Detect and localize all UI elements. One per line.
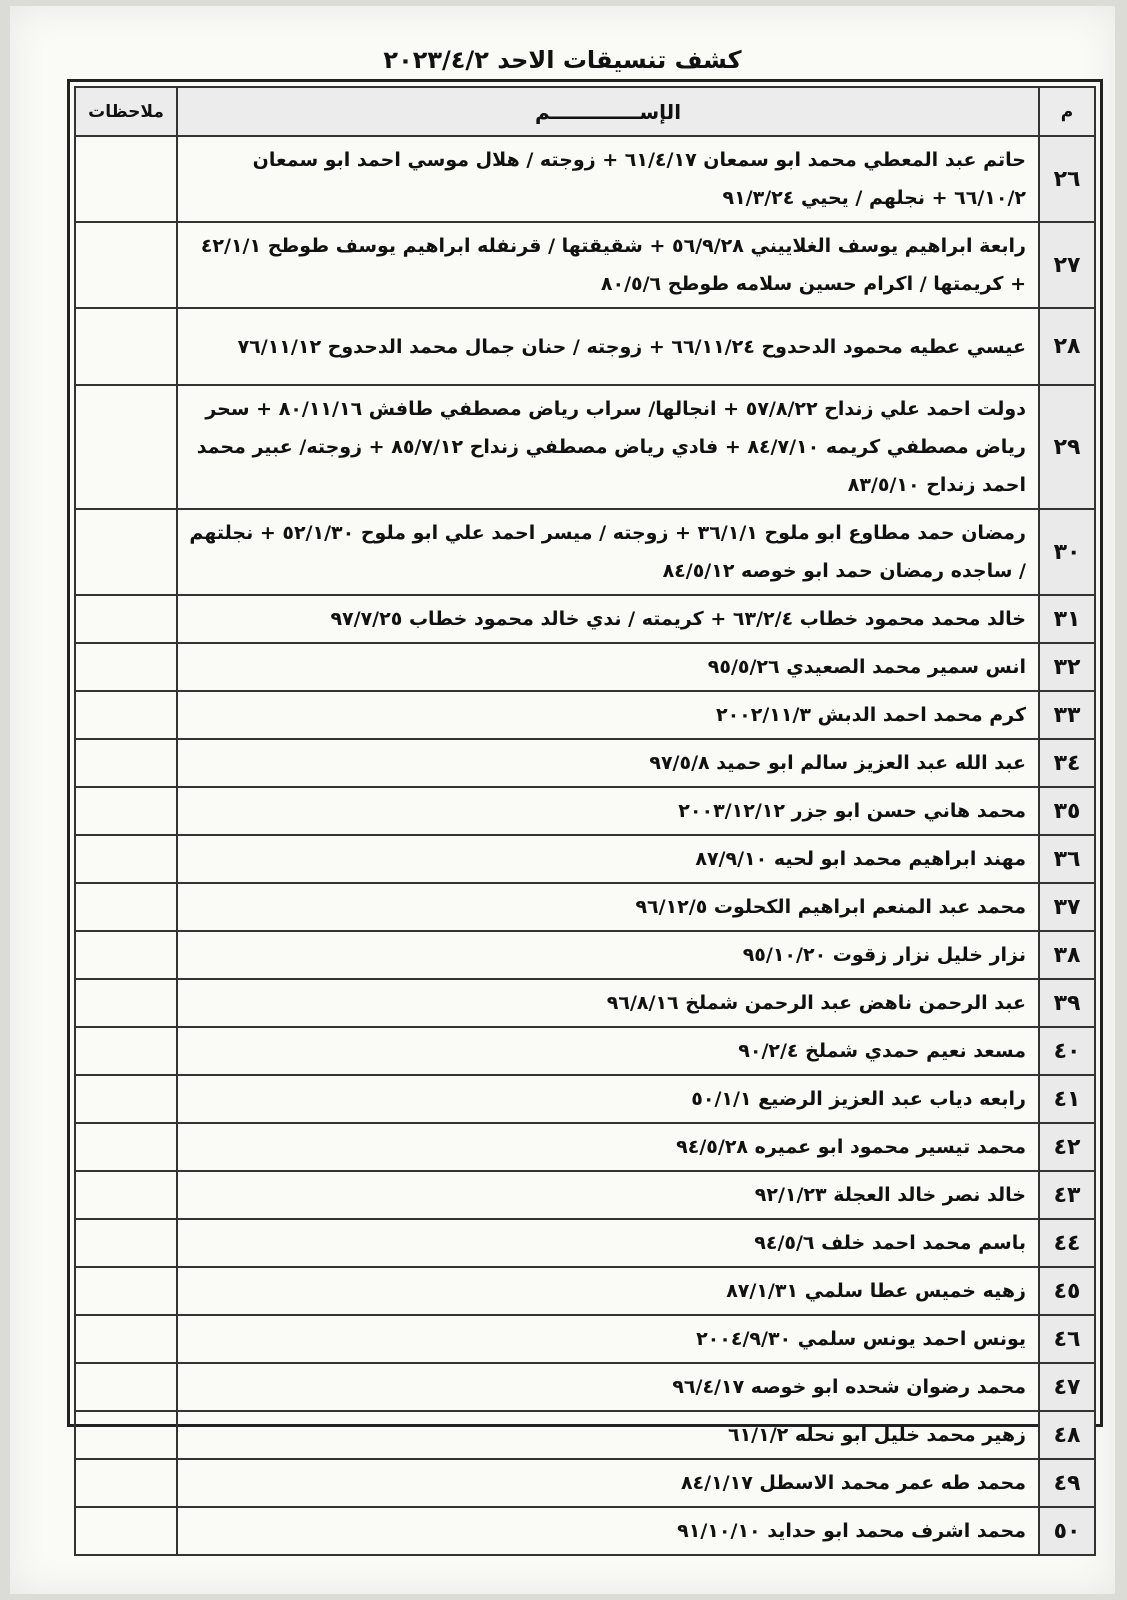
table-row [75, 1459, 1095, 1507]
table-row [75, 595, 1095, 643]
row-notes [75, 1507, 177, 1555]
row-name: خالد نصر خالد العجلة ٩٢/١/٢٣ [177, 1171, 1039, 1219]
row-number: ٣٠ [1039, 509, 1095, 595]
row-name: محمد طه عمر محمد الاسطل ٨٤/١/١٧ [177, 1459, 1039, 1507]
row-number: ٤٧ [1039, 1363, 1095, 1411]
table-row [75, 643, 1095, 691]
table-row [75, 136, 1095, 222]
document-title: كشف تنسيقات الاحد ٢٠٢٣/٤/٢ [383, 46, 742, 74]
table-row [75, 1267, 1095, 1315]
row-notes [75, 787, 177, 835]
row-number: ٤١ [1039, 1075, 1095, 1123]
row-name: كرم محمد احمد الدبش ٢٠٠٢/١١/٣ [177, 691, 1039, 739]
row-notes [75, 509, 177, 595]
row-number: ٣١ [1039, 595, 1095, 643]
row-number: ٢٩ [1039, 385, 1095, 509]
row-name: باسم محمد احمد خلف ٩٤/٥/٦ [177, 1219, 1039, 1267]
row-name: دولت احمد علي زنداح ٥٧/٨/٢٢ + انجالها/ سراب رياض مصطفي طافش ٨٠/١١/١٦ + سحر رياض مصطفي كريمه ٨٤/٧/١٠ + فادي رياض مصطفي زنداح ٨٥/٧/١٢ + زوجته/ عبير محمد احمد زنداح ٨٣/٥/١٠ [177, 385, 1039, 509]
table-row [75, 691, 1095, 739]
table-row [75, 931, 1095, 979]
row-number: ٣٤ [1039, 739, 1095, 787]
row-notes [75, 883, 177, 931]
table-row [75, 1315, 1095, 1363]
row-number: ٤٦ [1039, 1315, 1095, 1363]
row-number: ٤٩ [1039, 1459, 1095, 1507]
header-notes: ملاحظات [75, 87, 177, 136]
row-name: محمد هاني حسن ابو جزر ٢٠٠٣/١٢/١٢ [177, 787, 1039, 835]
table-row [75, 739, 1095, 787]
row-number: ٣٦ [1039, 835, 1095, 883]
table-row [75, 1411, 1095, 1459]
table-row [75, 835, 1095, 883]
row-name: محمد تيسير محمود ابو عميره ٩٤/٥/٢٨ [177, 1123, 1039, 1171]
table-row [75, 979, 1095, 1027]
row-notes [75, 1075, 177, 1123]
row-number: ٤٠ [1039, 1027, 1095, 1075]
row-notes [75, 595, 177, 643]
header-num: م [1039, 87, 1095, 136]
row-notes [75, 308, 177, 385]
row-number: ٤٤ [1039, 1219, 1095, 1267]
table-row [75, 1027, 1095, 1075]
row-number: ٣٥ [1039, 787, 1095, 835]
row-notes [75, 136, 177, 222]
row-number: ٣٨ [1039, 931, 1095, 979]
row-notes [75, 1171, 177, 1219]
row-name: رابعة ابراهيم يوسف الغلاييني ٥٦/٩/٢٨ + شقيقتها / قرنفله ابراهيم يوسف طوطح ٤٢/١/١ + كريمتها / اكرام حسين سلامه طوطح ٨٠/٥/٦ [177, 222, 1039, 308]
row-name: محمد عبد المنعم ابراهيم الكحلوت ٩٦/١٢/٥ [177, 883, 1039, 931]
row-number: ٣٣ [1039, 691, 1095, 739]
row-notes [75, 1459, 177, 1507]
row-notes [75, 979, 177, 1027]
row-number: ٤٢ [1039, 1123, 1095, 1171]
row-name: محمد رضوان شحده ابو خوصه ٩٦/٤/١٧ [177, 1363, 1039, 1411]
row-name: رابعه دياب عبد العزيز الرضيع ٥٠/١/١ [177, 1075, 1039, 1123]
document-page [10, 6, 1115, 1594]
row-number: ٤٨ [1039, 1411, 1095, 1459]
row-notes [75, 739, 177, 787]
table-row [75, 385, 1095, 509]
row-name: عبد الرحمن ناهض عبد الرحمن شملخ ٩٦/٨/١٦ [177, 979, 1039, 1027]
table-row [75, 509, 1095, 595]
row-name: مسعد نعيم حمدي شملخ ٩٠/٢/٤ [177, 1027, 1039, 1075]
row-name: خالد محمد محمود خطاب ٦٣/٢/٤ + كريمته / ندي خالد محمود خطاب ٩٧/٧/٢٥ [177, 595, 1039, 643]
row-number: ٢٨ [1039, 308, 1095, 385]
row-notes [75, 1411, 177, 1459]
row-number: ٣٩ [1039, 979, 1095, 1027]
row-number: ٣٧ [1039, 883, 1095, 931]
row-name: مهند ابراهيم محمد ابو لحيه ٨٧/٩/١٠ [177, 835, 1039, 883]
table-row [75, 1219, 1095, 1267]
table-header-row [75, 87, 1095, 136]
table-row [75, 883, 1095, 931]
row-name: زهيه خميس عطا سلمي ٨٧/١/٣١ [177, 1267, 1039, 1315]
row-number: ٣٢ [1039, 643, 1095, 691]
row-number: ٤٣ [1039, 1171, 1095, 1219]
row-notes [75, 1267, 177, 1315]
row-name: محمد اشرف محمد ابو حدايد ٩١/١٠/١٠ [177, 1507, 1039, 1555]
table-row [75, 787, 1095, 835]
row-notes [75, 643, 177, 691]
row-notes [75, 1363, 177, 1411]
table-row [75, 1507, 1095, 1555]
row-notes [75, 691, 177, 739]
row-notes [75, 222, 177, 308]
table-row [75, 1171, 1095, 1219]
row-name: عيسي عطيه محمود الدحدوح ٦٦/١١/٢٤ + زوجته / حنان جمال محمد الدحدوح ٧٦/١١/١٢ [177, 308, 1039, 385]
row-number: ٤٥ [1039, 1267, 1095, 1315]
row-number: ٥٠ [1039, 1507, 1095, 1555]
row-name: رمضان حمد مطاوع ابو ملوح ٣٦/١/١ + زوجته / ميسر احمد علي ابو ملوح ٥٢/١/٣٠ + نجلتهم / ساجده رمضان حمد ابو خوصه ٨٤/٥/١٢ [177, 509, 1039, 595]
table-row [75, 1123, 1095, 1171]
row-name: حاتم عبد المعطي محمد ابو سمعان ٦١/٤/١٧ + زوجته / هلال موسي احمد ابو سمعان ٦٦/١٠/٢ + نجلهم / يحيي ٩١/٣/٢٤ [177, 136, 1039, 222]
row-number: ٢٧ [1039, 222, 1095, 308]
row-notes [75, 931, 177, 979]
names-table [74, 86, 1096, 1556]
row-number: ٢٦ [1039, 136, 1095, 222]
row-name: زهير محمد خليل ابو نحله ٦١/١/٢ [177, 1411, 1039, 1459]
row-notes [75, 835, 177, 883]
header-name: الإســـــــــــــم [177, 87, 1039, 136]
row-name: انس سمير محمد الصعيدي ٩٥/٥/٢٦ [177, 643, 1039, 691]
row-name: عبد الله عبد العزيز سالم ابو حميد ٩٧/٥/٨ [177, 739, 1039, 787]
table-row [75, 222, 1095, 308]
row-notes [75, 385, 177, 509]
row-notes [75, 1315, 177, 1363]
table-row [75, 1075, 1095, 1123]
table-row [75, 1363, 1095, 1411]
table-row [75, 308, 1095, 385]
row-notes [75, 1123, 177, 1171]
row-name: يونس احمد يونس سلمي ٢٠٠٤/٩/٣٠ [177, 1315, 1039, 1363]
row-notes [75, 1219, 177, 1267]
row-notes [75, 1027, 177, 1075]
table-frame [67, 79, 1103, 1544]
row-name: نزار خليل نزار زقوت ٩٥/١٠/٢٠ [177, 931, 1039, 979]
